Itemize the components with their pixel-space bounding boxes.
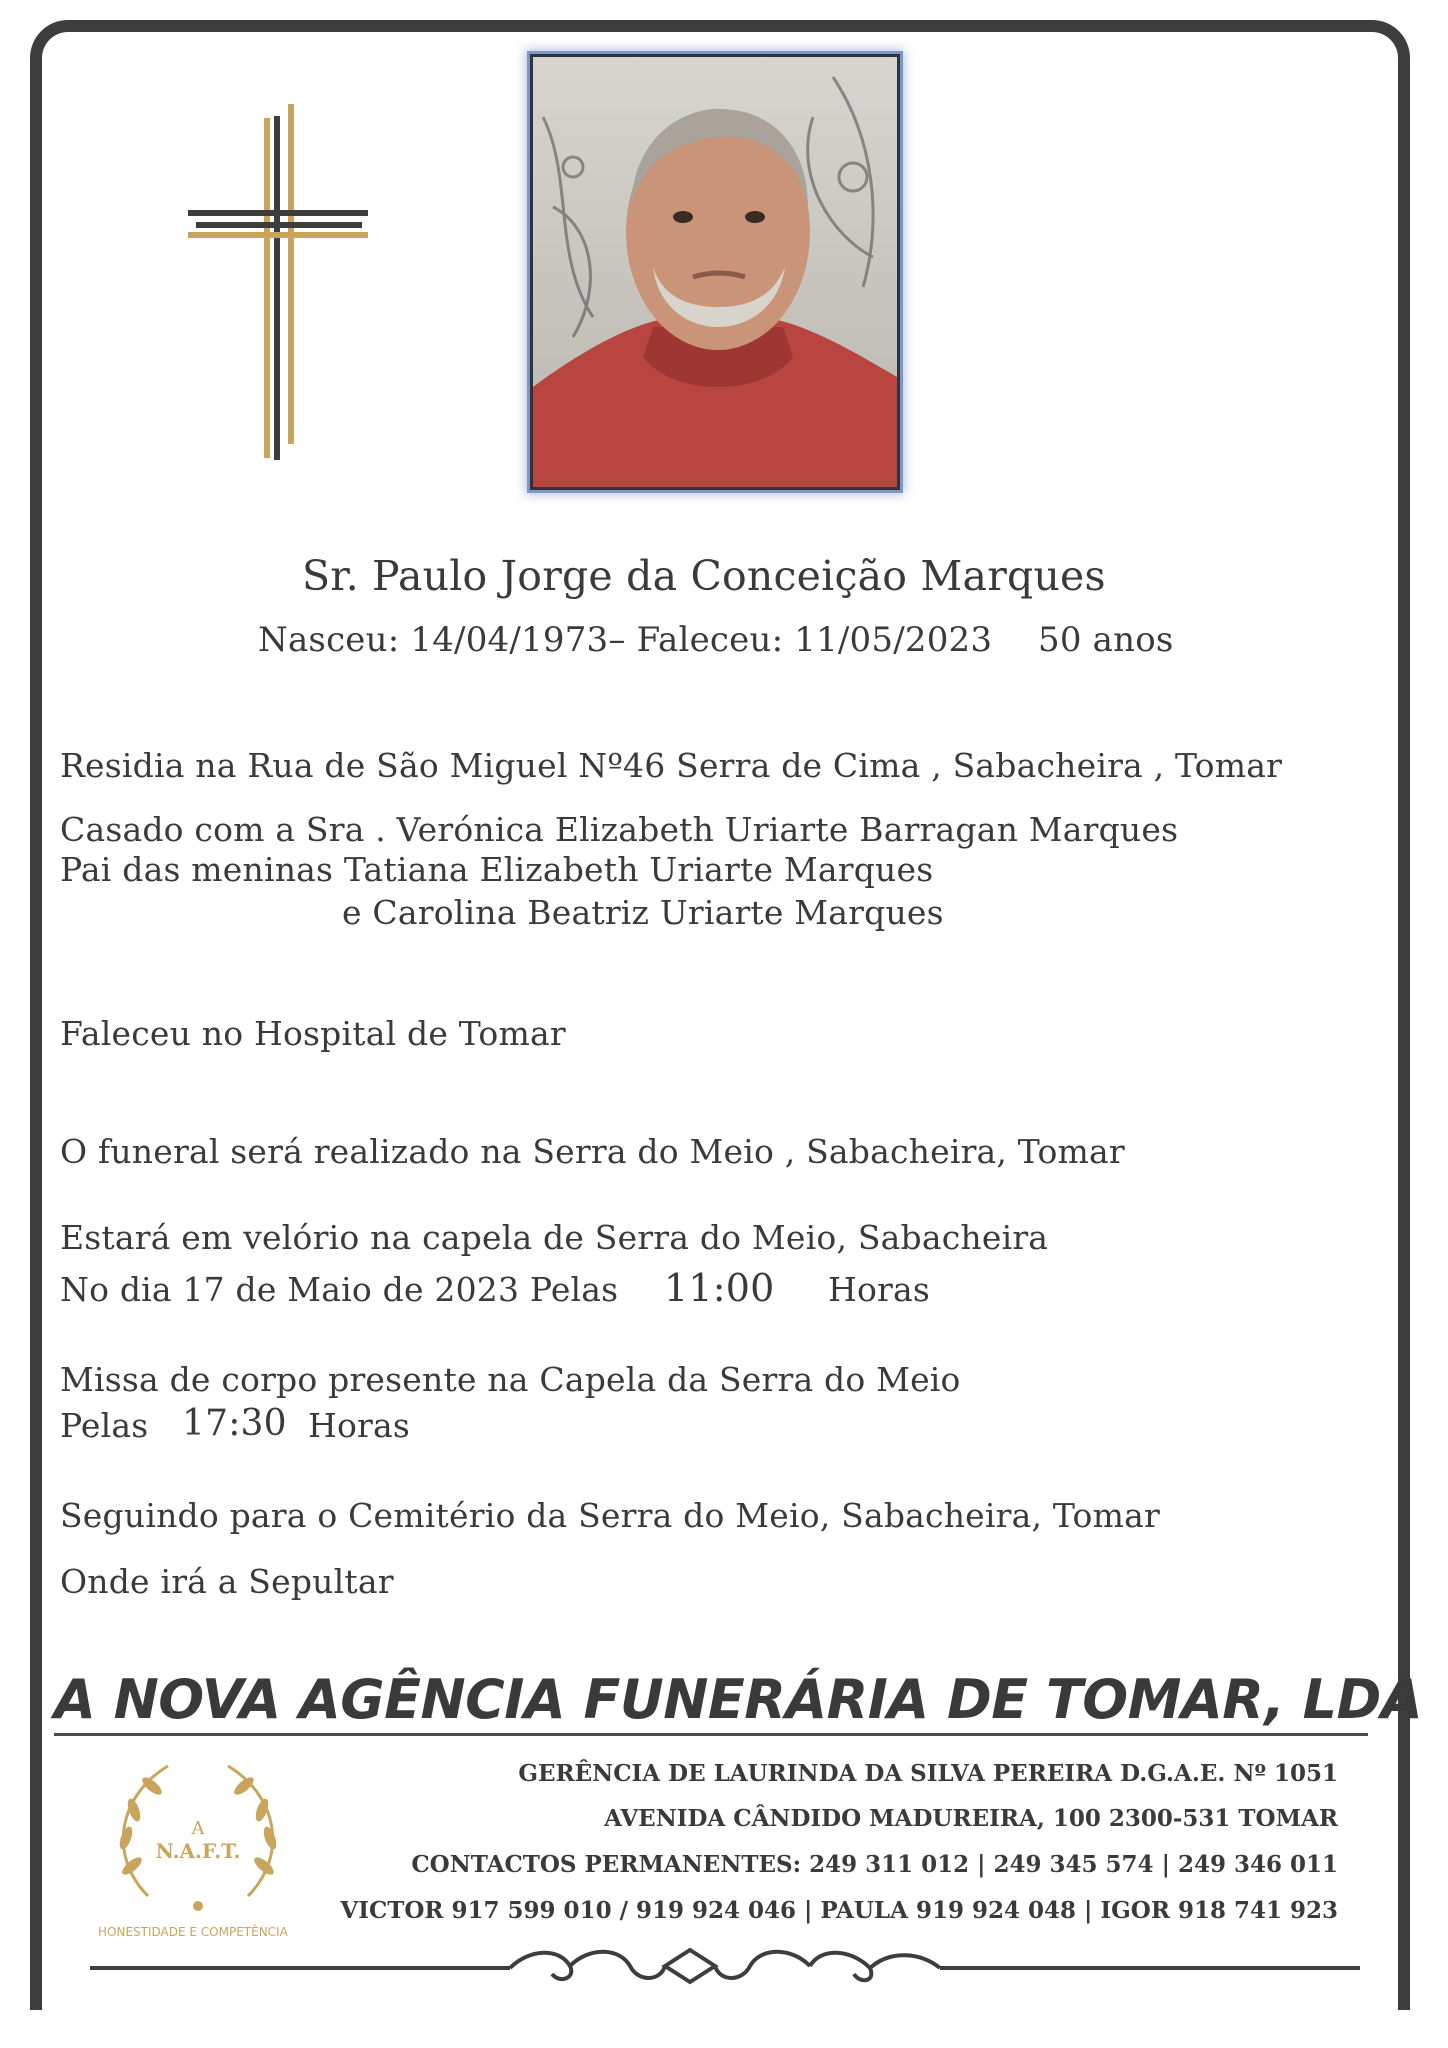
wake-line: Estará em velório na capela de Serra do Meio, Sabacheira	[60, 1218, 1049, 1257]
logo-motto: HONESTIDADE E COMPETÊNCIA	[98, 1925, 288, 1939]
logo-naft: N.A.F.T.	[155, 1839, 241, 1863]
mass-hours: Horas	[308, 1406, 411, 1445]
cross-icon	[188, 104, 368, 470]
logo-letter-a: A	[191, 1818, 205, 1839]
mass-time: 17:30	[182, 1403, 287, 1444]
address-line: AVENIDA CÂNDIDO MADUREIRA, 100 2300-531 TOMAR	[604, 1805, 1338, 1832]
mobiles-line: VICTOR 917 599 010 / 919 924 046 | PAULA 919 924 048 | IGOR 918 741 923	[340, 1897, 1338, 1924]
age: 50 anos	[1038, 620, 1174, 660]
burial-line: Onde irá a Sepultar	[60, 1562, 394, 1601]
wake-time: 11:00	[664, 1266, 775, 1310]
deceased-name: Sr. Paulo Jorge da Conceição Marques	[302, 552, 1106, 600]
wake-day: No dia 17 de Maio de 2023 Pelas	[60, 1270, 619, 1309]
wake-hours: Horas	[828, 1270, 931, 1309]
residence-line: Residia na Rua de São Miguel Nº46 Serra de Cima , Sabacheira , Tomar	[60, 746, 1283, 785]
mass-prefix: Pelas	[60, 1406, 149, 1445]
ornament-divider	[90, 1938, 1360, 1988]
management-line: GERÊNCIA DE LAURINDA DA SILVA PEREIRA D.G.A.E. Nº 1051	[518, 1760, 1338, 1787]
children-line-2: e Carolina Beatriz Uriarte Marques	[342, 893, 944, 932]
naft-logo	[88, 1746, 348, 1946]
funeral-line: O funeral será realizado na Serra do Meio , Sabacheira, Tomar	[60, 1132, 1125, 1171]
life-dates: Nasceu: 14/04/1973– Faleceu: 11/05/2023	[258, 620, 993, 660]
agency-name: A NOVA AGÊNCIA FUNERÁRIA DE TOMAR, LDA	[54, 1668, 1423, 1731]
cemetery-line: Seguindo para o Cemitério da Serra do Meio, Sabacheira, Tomar	[60, 1496, 1160, 1535]
spouse-line: Casado com a Sra . Verónica Elizabeth Uriarte Barragan Marques	[60, 810, 1179, 849]
mass-line: Missa de corpo presente na Capela da Serra do Meio	[60, 1360, 961, 1399]
agency-underline	[54, 1733, 1368, 1736]
portrait-photo	[530, 54, 900, 490]
children-line: Pai das meninas Tatiana Elizabeth Uriarte Marques	[60, 850, 934, 889]
death-place-line: Faleceu no Hospital de Tomar	[60, 1014, 566, 1053]
phones-line: CONTACTOS PERMANENTES: 249 311 012 | 249 345 574 | 249 346 011	[411, 1851, 1338, 1878]
